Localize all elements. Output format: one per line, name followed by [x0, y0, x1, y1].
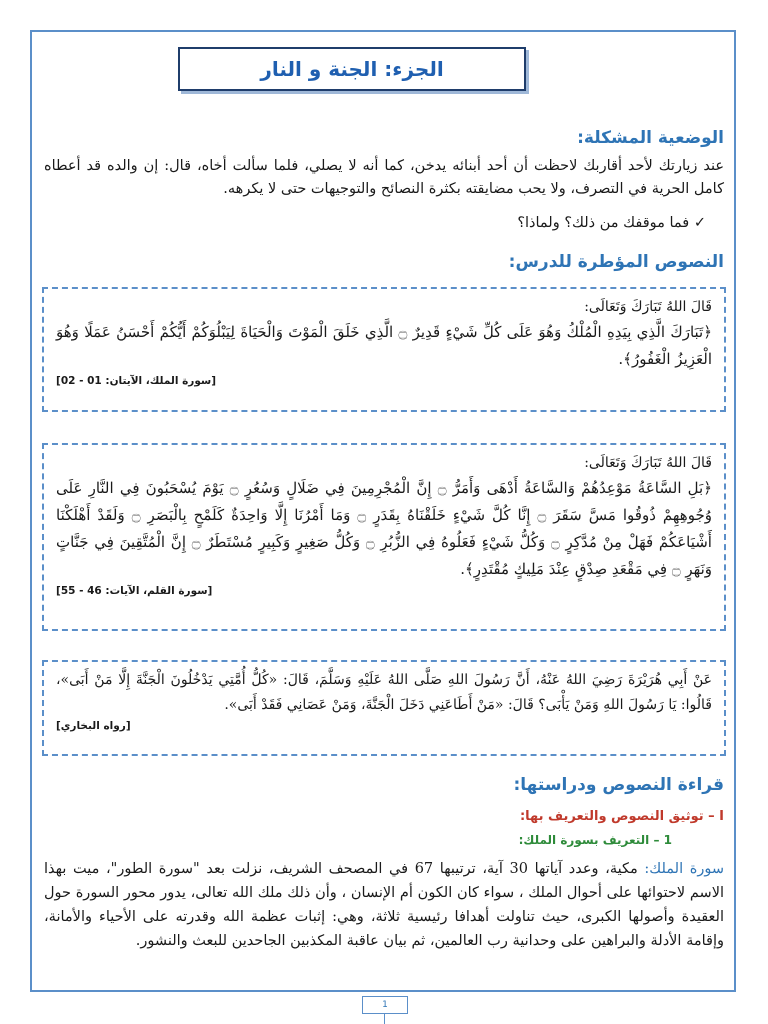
hadith-text: عَنْ أَبِي هُرَيْرَةَ رَضِيَ اللهُ عَنْهُ، أَنَّ رَسُولَ اللهِ صَلَّى اللهُ عَلَيْهِ وَسَلَّمَ، قَالَ: «كُلُّ أُمَّتِي يَدْخُلُونَ الْجَنَّةَ إِلَّا مَنْ أَبَى»، قَالُوا: يَا رَسُولَ اللهِ وَمَنْ يَأْبَى؟ قَالَ: «مَنْ أَطَاعَنِي دَخَلَ الْجَنَّةَ، وَمَنْ عَصَانِي فَقَدْ أَبَى».: [56, 672, 712, 713]
surah-intro-subheading: 1 – التعريف بسورة الملك:: [518, 833, 672, 847]
surah-description-text: مكية، وعدد آياتها 30 آية، ترتيبها 67 في المصحف الشريف، نزلت بعد "سورة الطور"، ميت بهذا الاسم لاحتوائها على أحوال الملك ، سواء كان الكون أم الإنسان ، وأن ذلك ملك الله تعالى، يدور محور السورة حول العقيدة وأصولها الكبرى، حيث تناولت أهدافا رئيسية ثلاثة، وهي: إثبات عظمة الله وقدرته على الأحياء والأمانة، وإقامة الأدلة والبراهين على وحدانية رب العالمين، ثم بيان عاقبة المكذبين الجاحدين للبعث والنشور.: [44, 861, 724, 949]
problem-text: عند زيارتك لأحد أقاربك لاحظت أن أحد أبنائه يدخن، كما أنه لا يصلي، فلما سألت أخاه، قال: إن والده قد أعطاه كامل الحرية في التصرف، ولا يحب مضايقته بكثرة النصائح والتوجيهات حتى لا يكرهه.: [44, 158, 724, 197]
page-title: الجزء: الجنة و النار: [178, 47, 526, 91]
page-number: 1: [362, 996, 408, 1014]
problem-question: [517, 215, 706, 231]
hadith-box: [42, 660, 726, 756]
check-mark-icon: ✓: [693, 215, 706, 231]
quran-intro-2: قَالَ اللهُ تَبَارَكَ وَتَعَالَى:: [584, 455, 712, 471]
quran-source-2: [سورة القلم، الآيات: 46 - 55]: [56, 585, 213, 597]
question-text: فما موقفك من ذلك؟ ولماذا؟: [517, 215, 690, 231]
hadith-source: [رواه البخاري]: [56, 720, 131, 732]
quran-verse-2: ﴿بَلِ السَّاعَةُ مَوْعِدُهُمْ وَالسَّاعَةُ أَدْهَى وَأَمَرُّ ۝ إِنَّ الْمُجْرِمِينَ فِي ضَلَالٍ وَسُعُرٍ ۝ يَوْمَ يُسْحَبُونَ فِي النَّارِ عَلَى وُجُوهِهِمْ ذُوقُوا مَسَّ سَقَرَ ۝ إِنَّا كُلَّ شَيْءٍ خَلَقْنَاهُ بِقَدَرٍ ۝ وَمَا أَمْرُنَا إِلَّا وَاحِدَةٌ كَلَمْحٍ بِالْبَصَرِ ۝ وَلَقَدْ أَهْلَكْنَا أَشْيَاعَكُمْ فَهَلْ مِنْ مُدَّكِرٍ ۝ وَكُلُّ شَيْءٍ فَعَلُوهُ فِي الزُّبُرِ ۝ وَكُلُّ صَغِيرٍ وَكَبِيرٍ مُسْتَطَرٌ ۝ إِنَّ الْمُتَّقِينَ فِي جَنَّاتٍ وَنَهَرٍ ۝ فِي مَقْعَدِ صِدْقٍ عِنْدَ مَلِيكٍ مُقْتَدِرٍ﴾.: [56, 479, 712, 578]
surah-label: سورة الملك:: [644, 861, 724, 877]
quran-box-2: [42, 443, 726, 631]
quran-intro-1: قَالَ اللهُ تَبَارَكَ وَتَعَالَى:: [584, 299, 712, 315]
quran-verse-1: ﴿تَبَارَكَ الَّذِي بِيَدِهِ الْمُلْكُ وَهُوَ عَلَى كُلِّ شَيْءٍ قَدِيرٌ ۝ الَّذِي خَلَقَ الْمَوْتَ وَالْحَيَاةَ لِيَبْلُوَكُمْ أَيُّكُمْ أَحْسَنُ عَمَلًا وَهُوَ الْعَزِيزُ الْغَفُورُ﴾.: [56, 323, 713, 368]
reading-heading: قراءة النصوص ودراستها:: [513, 775, 724, 795]
texts-heading: النصوص المؤطرة للدرس:: [508, 252, 724, 272]
quran-box-1: [42, 287, 726, 412]
page-number-connector: [384, 1014, 385, 1024]
surah-description: [44, 857, 724, 953]
quran-source-1: [سورة الملك، الآيتان: 01 - 02]: [56, 375, 217, 387]
problem-heading: الوضعية المشكلة:: [577, 128, 724, 148]
documentation-subheading: I – توثيق النصوص والتعريف بها:: [519, 809, 724, 824]
